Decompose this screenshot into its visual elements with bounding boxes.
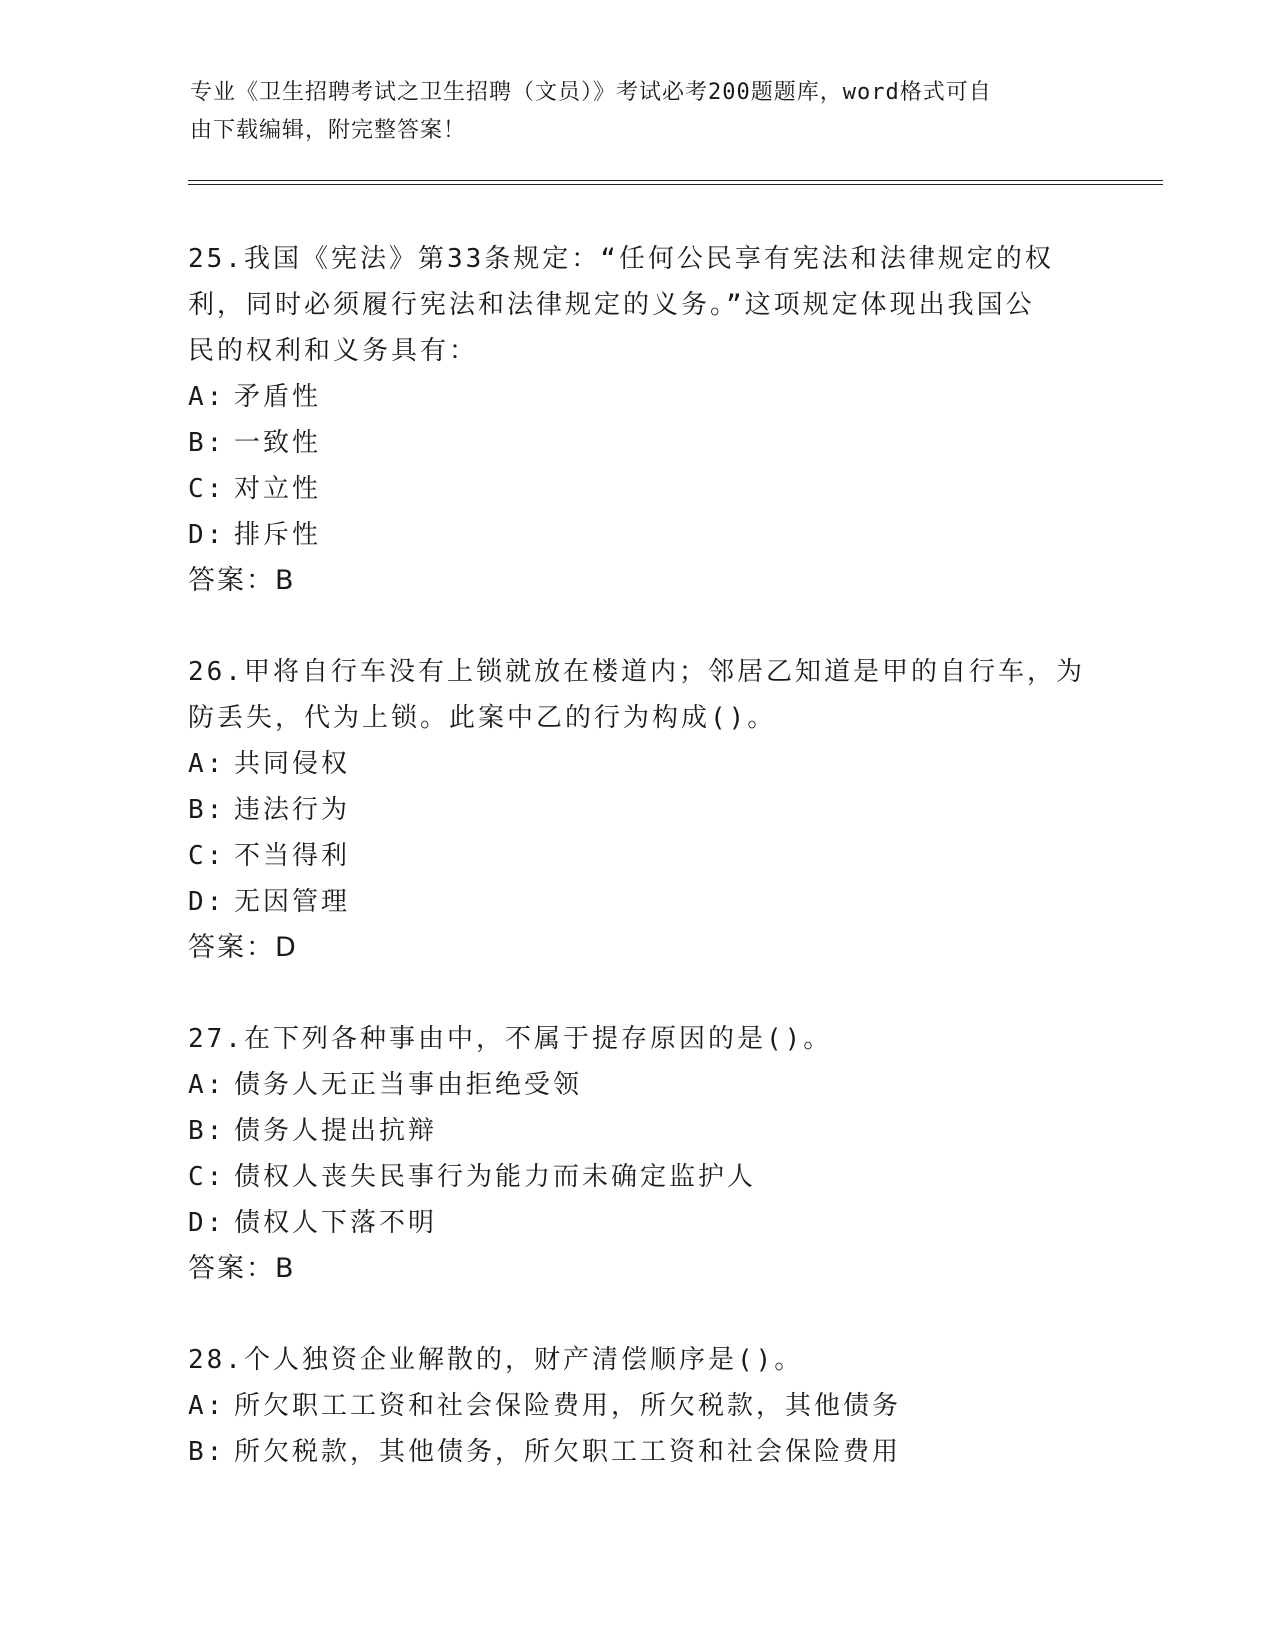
stem-line: 27.在下列各种事由中，不属于提存原因的是()。 [188, 1024, 833, 1054]
option-c [188, 833, 1088, 879]
option-a [188, 1383, 1088, 1429]
stem-line: 25.我国《宪法》第33条规定：“任何公民享有宪法和法律规定的权 [188, 244, 1054, 274]
option-b [188, 787, 1088, 833]
option-letter: B: [188, 795, 226, 825]
option-text: 所欠职工工资和社会保险费用，所欠税款，其他债务 [234, 1391, 902, 1421]
option-letter: B: [188, 428, 226, 458]
stem-line: 民的权利和义务具有： [188, 336, 479, 366]
answer-line: 答案：B [188, 1253, 296, 1284]
option-letter: B: [188, 1116, 226, 1146]
option-b [188, 1108, 1088, 1154]
option-c [188, 1154, 1088, 1200]
option-letter: A: [188, 749, 226, 779]
stem-line: 26.甲将自行车没有上锁就放在楼道内；邻居乙知道是甲的自行车，为 [188, 657, 1085, 687]
question-list [188, 236, 1088, 1520]
option-letter: D: [188, 520, 226, 550]
question-28 [188, 1337, 1088, 1475]
option-text: 矛盾性 [234, 382, 322, 412]
option-text: 债务人提出抗辩 [234, 1116, 438, 1146]
question-26 [188, 649, 1088, 971]
option-text: 债务人无正当事由拒绝受领 [234, 1070, 583, 1100]
question-stem [188, 1337, 1088, 1383]
option-letter: A: [188, 1070, 226, 1100]
option-a [188, 1062, 1088, 1108]
option-text: 债权人丧失民事行为能力而未确定监护人 [234, 1162, 757, 1192]
stem-line: 28.个人独资企业解散的，财产清偿顺序是()。 [188, 1345, 804, 1375]
option-letter: D: [188, 1208, 226, 1238]
option-text: 对立性 [234, 474, 322, 504]
stem-line: 利，同时必须履行宪法和法律规定的义务。”这项规定体现出我国公 [188, 290, 1035, 320]
option-letter: A: [188, 382, 226, 412]
option-letter: A: [188, 1391, 226, 1421]
option-text: 债权人下落不明 [234, 1208, 438, 1238]
header-divider-top [188, 180, 1163, 181]
option-a [188, 741, 1088, 787]
option-letter: B: [188, 1437, 226, 1467]
option-text: 无因管理 [234, 887, 351, 917]
question-stem [188, 1016, 1088, 1062]
option-text: 违法行为 [234, 795, 351, 825]
option-text: 共同侵权 [234, 749, 351, 779]
answer-line: 答案：B [188, 565, 296, 596]
question-stem [188, 236, 1088, 374]
question-25 [188, 236, 1088, 604]
option-text: 不当得利 [234, 841, 351, 871]
header-line-2: 由下载编辑，附完整答案！ [190, 118, 467, 143]
option-letter: D: [188, 887, 226, 917]
document-header [190, 74, 1070, 150]
option-letter: C: [188, 474, 226, 504]
answer-line: 答案：D [188, 932, 298, 963]
option-text: 排斥性 [234, 520, 322, 550]
option-b [188, 1429, 1088, 1475]
option-d [188, 1200, 1088, 1246]
option-b [188, 420, 1088, 466]
option-text: 一致性 [234, 428, 322, 458]
stem-line: 防丢失，代为上锁。此案中乙的行为构成()。 [188, 703, 777, 733]
option-letter: C: [188, 1162, 226, 1192]
question-27 [188, 1016, 1088, 1292]
question-stem [188, 649, 1088, 741]
option-d [188, 512, 1088, 558]
option-c [188, 466, 1088, 512]
option-a [188, 374, 1088, 420]
header-divider-bottom [188, 184, 1163, 185]
header-line-1: 专业《卫生招聘考试之卫生招聘（文员）》考试必考200题题库，word格式可自 [190, 80, 992, 105]
option-letter: C: [188, 841, 226, 871]
option-d [188, 879, 1088, 925]
option-text: 所欠税款，其他债务，所欠职工工资和社会保险费用 [234, 1437, 902, 1467]
